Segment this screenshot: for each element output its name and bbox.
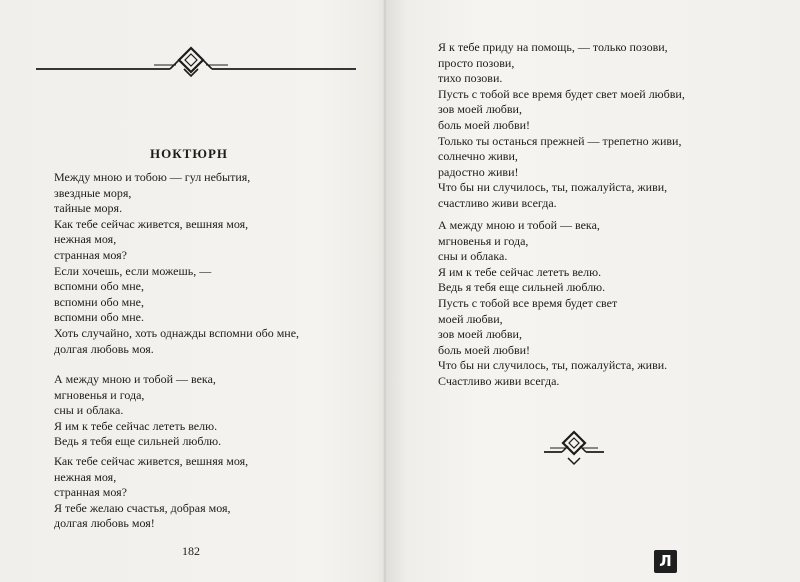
poem-line: тихо позови. bbox=[438, 71, 503, 86]
poem-line: радостно живи! bbox=[438, 164, 519, 179]
poem-line: сны и облака. bbox=[54, 403, 124, 418]
poem-line: долгая любовь моя! bbox=[54, 516, 155, 531]
poem-line: сны и облака. bbox=[438, 249, 508, 264]
poem-line: Ведь я тебя еще сильней люблю. bbox=[438, 280, 606, 295]
poem-line: вспомни обо мне, bbox=[54, 294, 144, 309]
poem-line: моей любви, bbox=[438, 311, 503, 326]
poem-line: Между мною и тобою — гул небытия, bbox=[54, 170, 251, 184]
poem-line: Ведь я тебя еще сильней люблю. bbox=[54, 434, 222, 449]
poem-line: Хоть случайно, хоть однажды вспомни обо мне, bbox=[54, 325, 300, 340]
footer-ornament-icon bbox=[544, 430, 604, 466]
poem-title: НОКТЮРН bbox=[150, 146, 229, 161]
poem-line: нежная моя, bbox=[54, 469, 117, 484]
poem-line: звездные моря, bbox=[54, 185, 132, 200]
poem-line: странная моя? bbox=[54, 485, 127, 500]
poem-line: зов моей любви, bbox=[438, 327, 522, 342]
header-ornament-icon bbox=[36, 44, 356, 80]
right-stanza-1 bbox=[438, 40, 685, 212]
poem-line: Пусть с тобой все время будет свет bbox=[438, 296, 618, 310]
poem-line: странная моя? bbox=[54, 247, 127, 262]
poem-line: А между мною и тобой — века, bbox=[438, 218, 600, 232]
poem-line: солнечно живи, bbox=[438, 149, 518, 164]
left-stanza-1 bbox=[54, 170, 299, 357]
poem-line: А между мною и тобой — века, bbox=[54, 372, 216, 386]
poem-line: нежная моя, bbox=[54, 232, 117, 247]
right-stanza-2 bbox=[438, 218, 605, 296]
poem-line: Я тебе желаю счастья, добрая моя, bbox=[54, 500, 231, 515]
left-page bbox=[0, 0, 385, 582]
poem-line: счастливо живи всегда. bbox=[438, 195, 557, 210]
poem-line: вспомни обо мне, bbox=[54, 279, 144, 294]
poem-line: мгновенья и года, bbox=[54, 387, 145, 402]
poem-line: зов моей любви, bbox=[438, 102, 522, 117]
poem-line: тайные моря. bbox=[54, 201, 123, 216]
poem-line: вспомни обо мне. bbox=[54, 310, 144, 325]
poem-line: Как тебе сейчас живется, вешняя моя, bbox=[54, 454, 249, 468]
left-stanza-2 bbox=[54, 372, 221, 450]
poem-line: Как тебе сейчас живется, вешняя моя, bbox=[54, 216, 249, 231]
labirint-logo-icon: Л bbox=[654, 550, 677, 573]
right-page bbox=[392, 0, 800, 582]
poem-line: боль моей любви! bbox=[438, 117, 531, 132]
left-stanza-3 bbox=[54, 454, 248, 532]
poem-line: Я к тебе приду на помощь, — только позови, bbox=[438, 40, 668, 54]
poem-line: Счастливо живи всегда. bbox=[438, 373, 560, 388]
right-stanza-3 bbox=[438, 296, 667, 390]
poem-line: Что бы ни случилось, ты, пожалуйста, живи. bbox=[438, 358, 668, 373]
poem-line: Что бы ни случилось, ты, пожалуйста, живи, bbox=[438, 180, 668, 195]
poem-line: Я им к тебе сейчас лететь велю. bbox=[54, 418, 218, 433]
poem-line: Если хочешь, если можешь, — bbox=[54, 263, 212, 278]
poem-line: Пусть с тобой все время будет свет моей любви, bbox=[438, 86, 685, 101]
poem-line: просто позови, bbox=[438, 55, 515, 70]
poem-line: долгая любовь моя. bbox=[54, 341, 154, 356]
poem-line: Я им к тебе сейчас лететь велю. bbox=[438, 264, 602, 279]
poem-line: Только ты останься прежней — трепетно живи, bbox=[438, 133, 682, 148]
poem-line: боль моей любви! bbox=[438, 342, 531, 357]
poem-line: мгновенья и года, bbox=[438, 233, 529, 248]
page-number: 182 bbox=[182, 544, 200, 558]
